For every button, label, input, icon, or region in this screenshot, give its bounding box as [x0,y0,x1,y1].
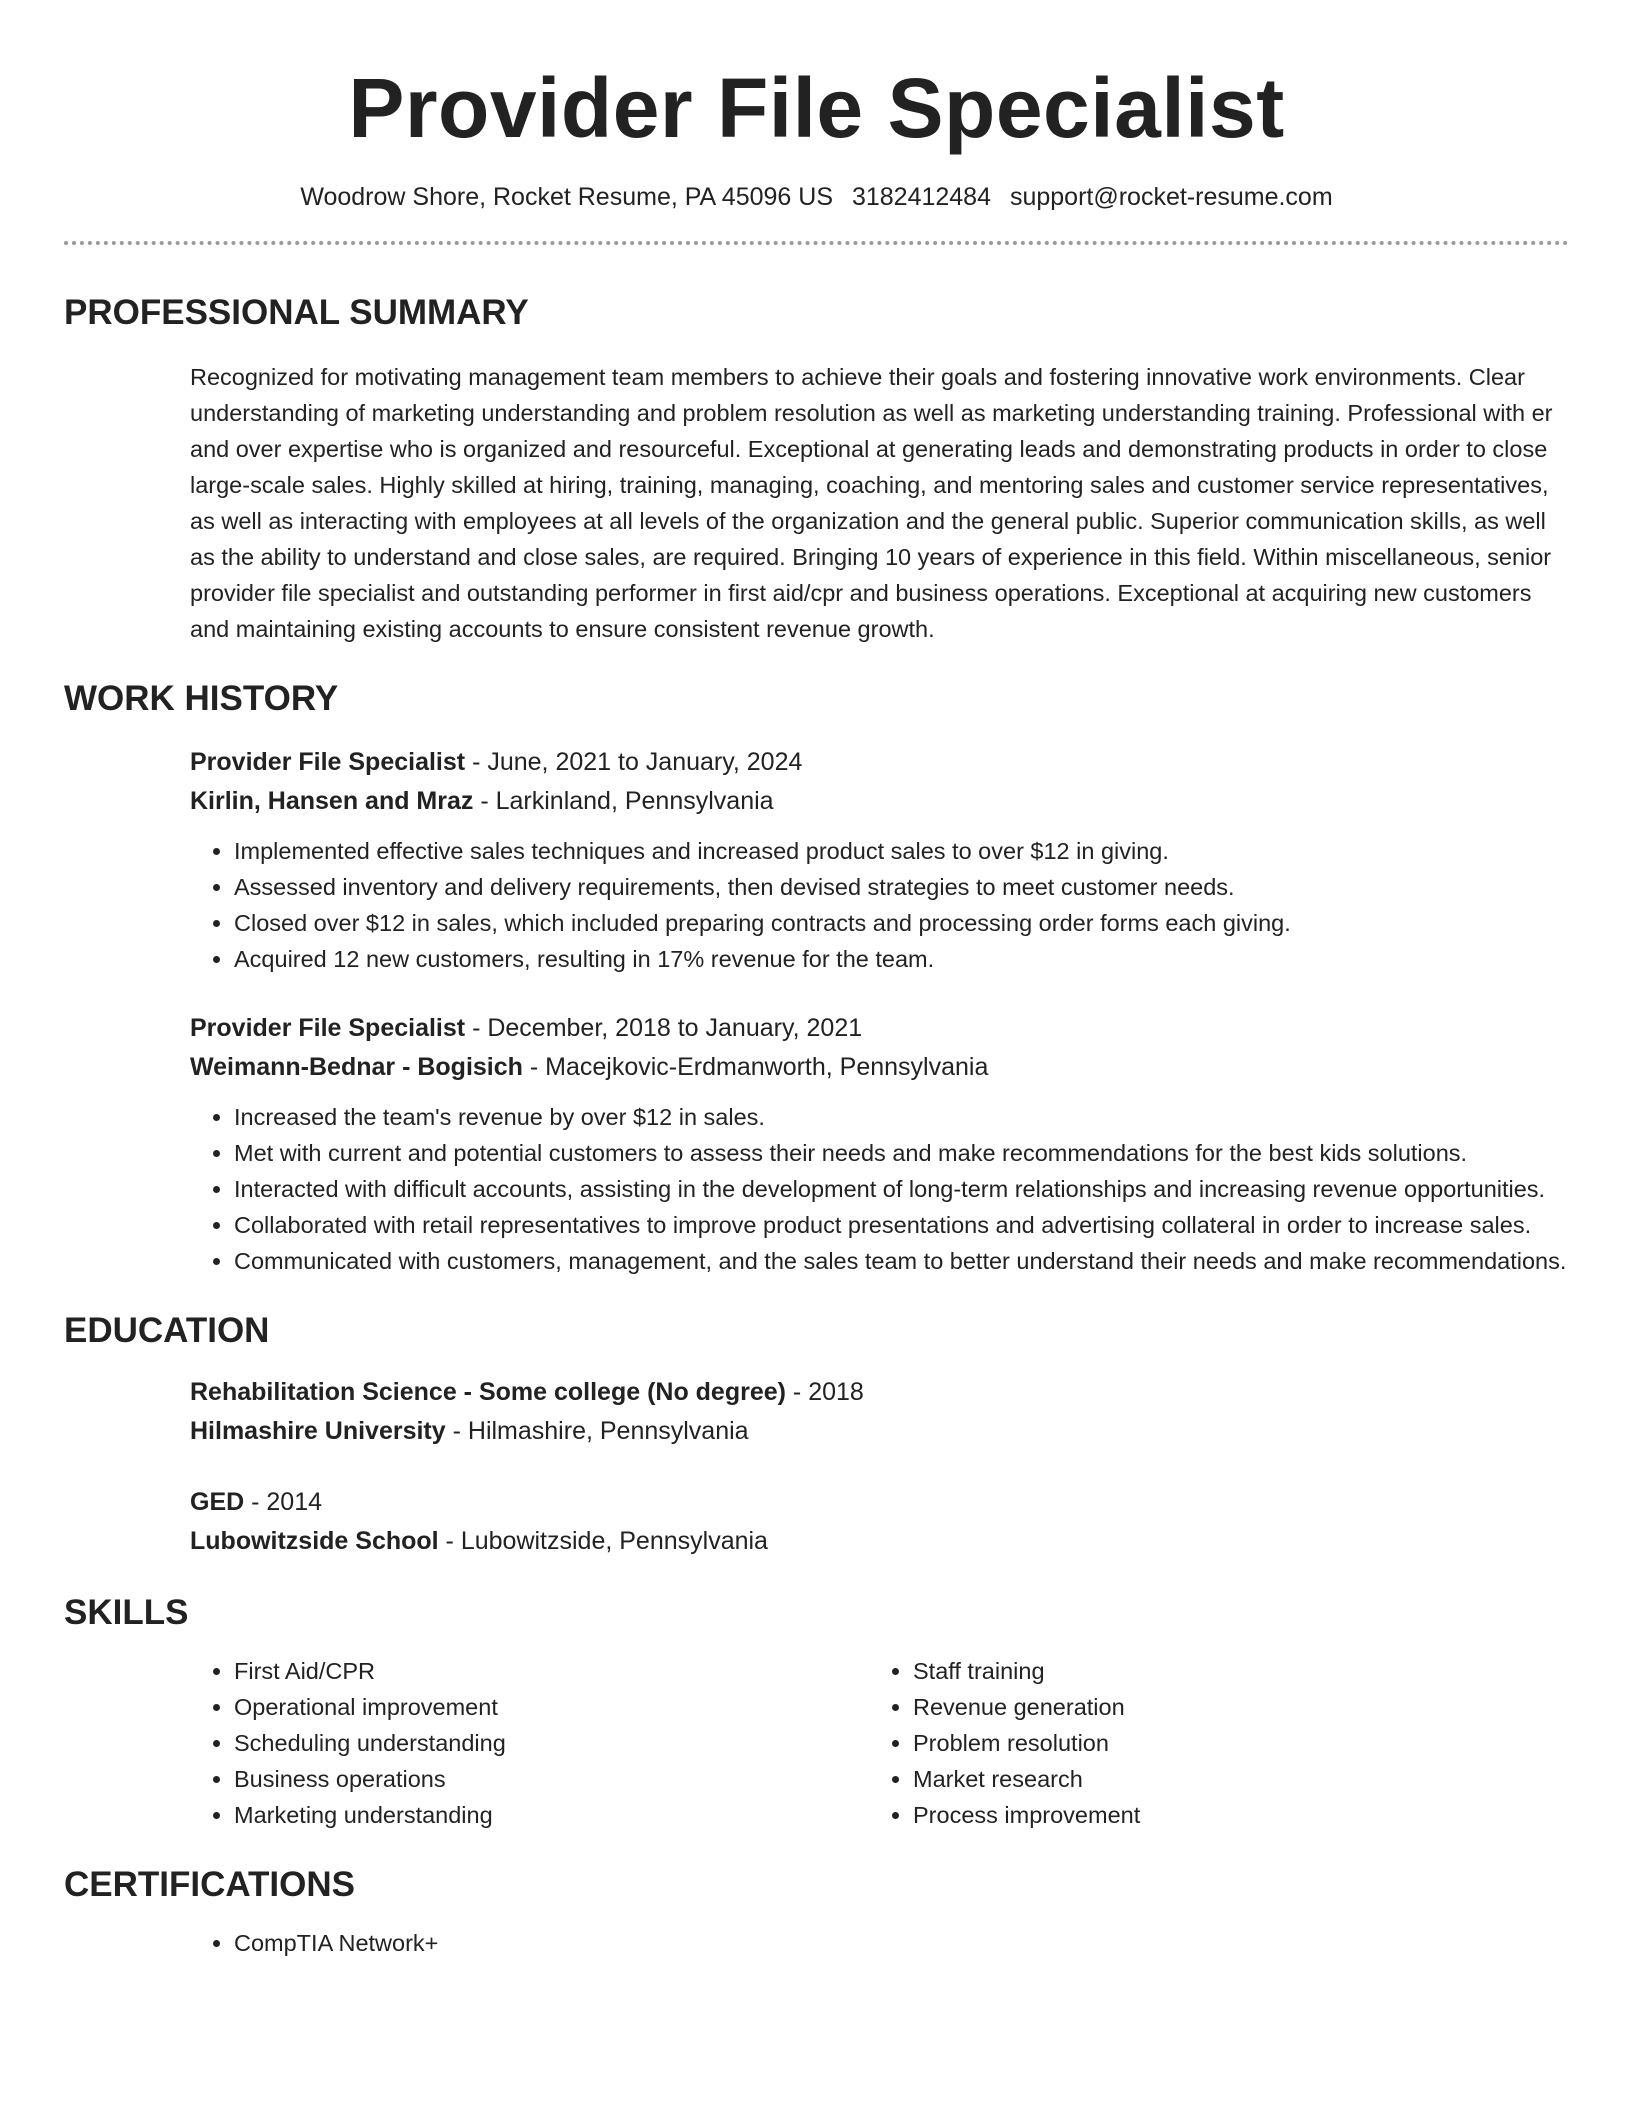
header-divider [64,241,1569,245]
skill-item: • First Aid/CPR [234,1653,869,1689]
education-degree: Rehabilitation Science - Some college (No degree) [190,1378,786,1406]
job-bullets [190,1099,1569,1279]
job-bullet: • Acquired 12 new customers, resulting in 17% revenue for the team. [234,941,1569,977]
skills-column-left [190,1653,869,1833]
job-role: Provider File Specialist [190,748,466,776]
job-bullet: • Assessed inventory and delivery requirements, then devised strategies to meet customer needs. [234,869,1569,905]
education-degree: GED [190,1488,245,1516]
job-bullet: • Implemented effective sales techniques and increased product sales to over $12 in giving. [234,833,1569,869]
education-school-line [190,1412,1569,1451]
work-history-heading: WORK HISTORY [64,679,339,718]
skills-list [190,1653,1569,1833]
job-bullet: • Collaborated with retail representatives to improve product presentations and advertising collateral in order to increase sales. [234,1207,1569,1243]
job-bullet: • Increased the team's revenue by over $12 in sales. [234,1099,1569,1135]
job-bullet: • Interacted with difficult accounts, assisting in the development of long-term relationships and increasing revenue opportunities. [234,1171,1569,1207]
certifications-heading: CERTIFICATIONS [64,1865,356,1904]
education-entry [190,1373,1569,1451]
job-company-line [190,782,1569,821]
skills-bullets [190,1653,869,1833]
education-entry [190,1483,1569,1561]
education-year: - 2018 [785,1378,864,1406]
job-entry [190,743,1569,977]
skills-heading: SKILLS [64,1593,189,1632]
job-entry [190,1009,1569,1279]
job-company: Kirlin, Hansen and Mraz [190,787,474,815]
education-school: Hilmashire University [190,1417,446,1445]
skill-item: • Problem resolution [913,1725,1548,1761]
job-location: - Macejkovic-Erdmanworth, Pennsylvania [522,1053,989,1081]
job-bullet: • Communicated with customers, management, and the sales team to better understand their needs and make recommendations. [234,1243,1569,1279]
job-bullet: • Closed over $12 in sales, which included preparing contracts and processing order forms each giving. [234,905,1569,941]
skill-item: • Operational improvement [234,1689,869,1725]
job-title-line [190,1009,1569,1048]
education-location: - Lubowitzside, Pennsylvania [438,1527,768,1555]
skills-column-right [869,1653,1548,1833]
education-degree-line [190,1373,1569,1412]
skill-item: • Process improvement [913,1797,1548,1833]
job-role: Provider File Specialist [190,1014,466,1042]
education-school: Lubowitzside School [190,1527,439,1555]
job-dates: - December, 2018 to January, 2021 [465,1014,863,1042]
job-location: - Larkinland, Pennsylvania [473,787,774,815]
job-company: Weimann-Bednar - Bogisich [190,1053,523,1081]
skill-item: • Market research [913,1761,1548,1797]
resume-page [64,0,1569,1961]
certification-item: • CompTIA Network+ [234,1925,1569,1961]
skill-item: • Scheduling understanding [234,1725,869,1761]
summary-heading: PROFESSIONAL SUMMARY [64,293,529,332]
contact-phone: 3182412484 [851,183,991,211]
skills-bullets [869,1653,1548,1833]
job-bullets [190,833,1569,977]
certifications-list [190,1925,1569,1961]
education-degree-line [190,1483,1569,1522]
education-heading: EDUCATION [64,1311,270,1350]
skill-item: • Revenue generation [913,1689,1548,1725]
certification-bullets [190,1925,1569,1961]
education-school-line [190,1522,1569,1561]
education-location: - Hilmashire, Pennsylvania [445,1417,749,1445]
summary-text: Recognized for motivating management team members to achieve their goals and fostering innovative work environments. Clear understanding of marketing understanding and problem resolution as well as marketing understanding training. Professional with er and over expertise who is organized and resourceful. Exceptional at generating leads and demonstrating products in order to close large-scale sales. Highly skilled at hiring, training, managing, coaching, and mentoring sales and customer service representatives, as well as interacting with employees at all levels of the organization and the general public. Superior communication skills, as well as the ability to understand and close sales, are required. Bringing 10 years of experience in this field. Within miscellaneous, senior provider file specialist and outstanding performer in first aid/cpr and business operations. Exceptional at acquiring new customers and maintaining existing accounts to ensure consistent revenue growth. [190,364,1553,642]
education-year: - 2014 [244,1488,323,1516]
contact-address: Woodrow Shore, Rocket Resume, PA 45096 US [300,183,833,211]
job-company-line [190,1048,1569,1087]
job-dates: - June, 2021 to January, 2024 [465,748,803,776]
job-title-line [190,743,1569,782]
job-bullet: • Met with current and potential customers to assess their needs and make recommendations for the best kids solutions. [234,1135,1569,1171]
skill-item: • Staff training [913,1653,1548,1689]
contact-line [64,182,1569,212]
skill-item: • Marketing understanding [234,1797,869,1833]
contact-email: support@rocket-resume.com [1009,183,1333,211]
skill-item: • Business operations [234,1761,869,1797]
resume-name: Provider File Specialist [348,61,1285,155]
